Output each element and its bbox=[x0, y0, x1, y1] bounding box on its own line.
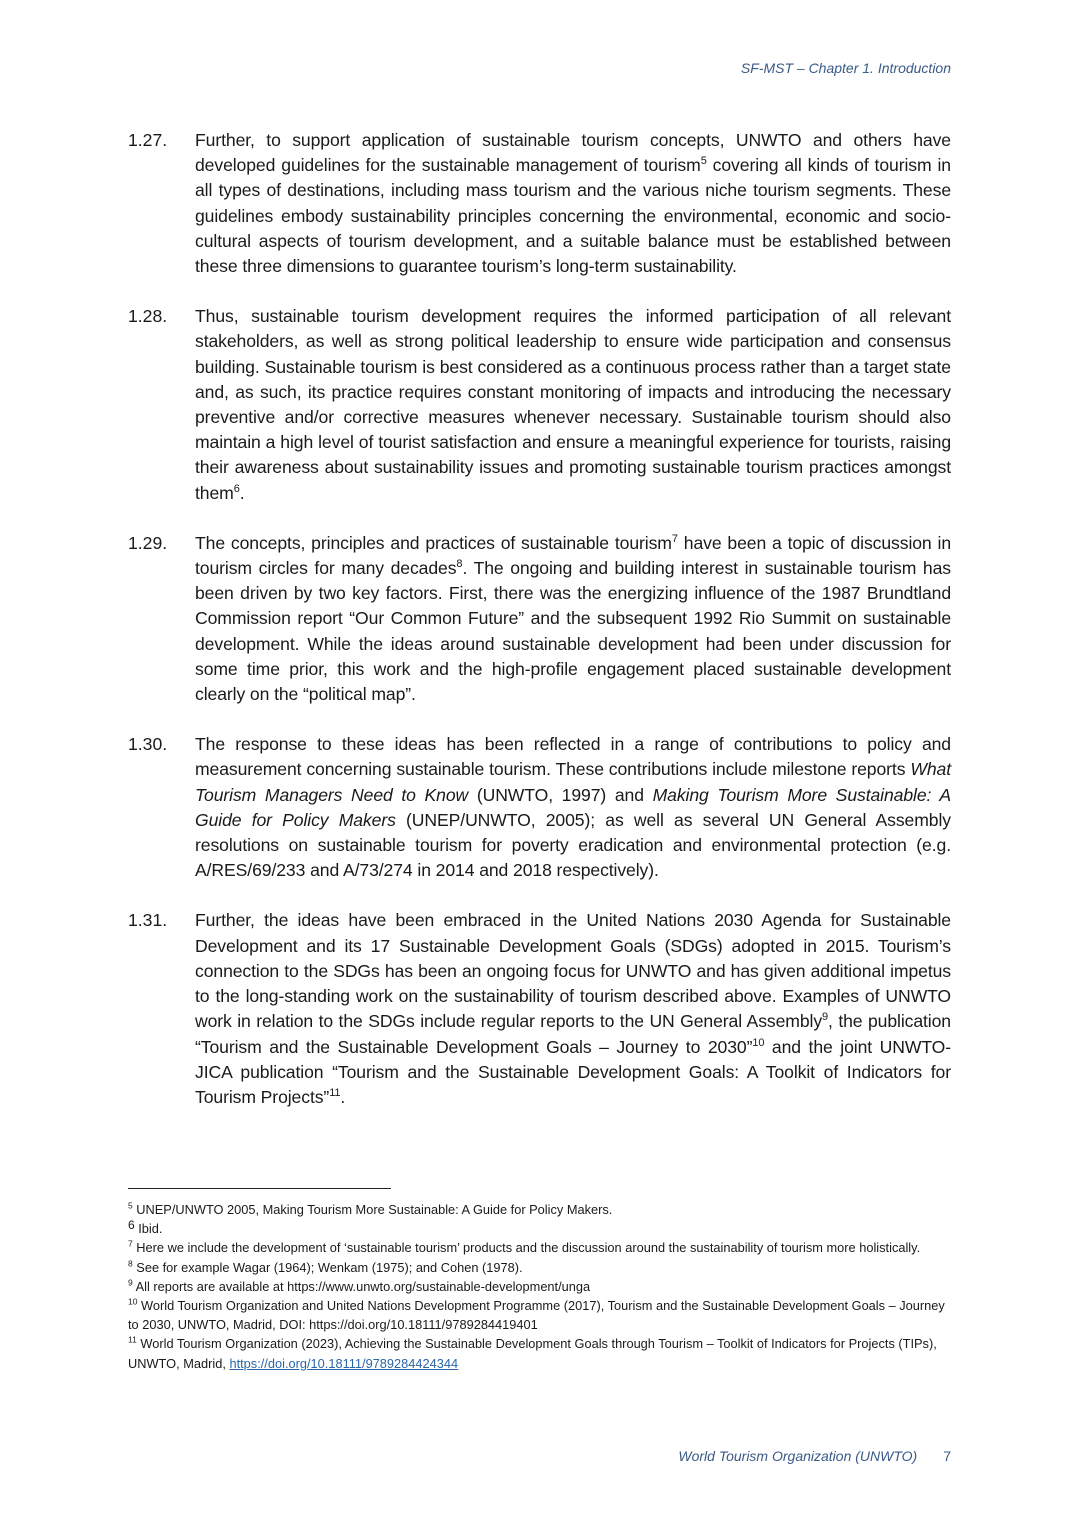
running-footer bbox=[678, 1448, 951, 1464]
footnote-separator bbox=[128, 1188, 391, 1189]
footnote-5 bbox=[128, 1200, 954, 1219]
footnote-text: See for example Wagar (1964); Wenkam (1975); and Cohen (1978). bbox=[132, 1259, 523, 1275]
text-run: (UNWTO, 1997) and bbox=[468, 784, 653, 805]
footnote-9 bbox=[128, 1277, 954, 1296]
footnote-text: World Tourism Organization (2023), Achieving the Sustainable Development Goals through Tourism – Toolkit of Indicators for Projects (TIPs), UNWTO, Madrid, bbox=[128, 1336, 937, 1371]
footnotes bbox=[128, 1200, 954, 1373]
text-run: Thus, sustainable tourism development requires the informed participation of all relevant stakeholders, as well as strong political leadership to ensure wide participation and consensus building. Sustainable tourism is best considered as a continuous process rather than a target state and, as such, its practice requires constant monitoring of impacts and introducing the necessary preventive and/or corrective measures whenever necessary. Sustainable tourism should also maintain a high level of tourist satisfaction and ensure a meaningful experience for tourists, raising their awareness about sustainability issues and promoting sustainable tourism practices amongst them bbox=[195, 306, 951, 503]
numbered-paragraph bbox=[128, 128, 951, 279]
numbered-paragraph bbox=[128, 908, 951, 1110]
text-run: . bbox=[340, 1086, 346, 1107]
paragraph-text bbox=[195, 531, 951, 707]
paragraph-number: 1.31. bbox=[128, 910, 168, 931]
footnote-number: 9 bbox=[128, 1277, 133, 1288]
paragraph-number: 1.28. bbox=[128, 306, 168, 327]
text-run: have been a topic of discussion in tourism circles for many decades bbox=[195, 532, 951, 579]
numbered-paragraph bbox=[128, 304, 951, 506]
footnote-text: Ibid. bbox=[134, 1221, 163, 1237]
text-run: Further, to support application of sustainable tourism concepts, UNWTO and others have developed guidelines for the sustainable management of tourism bbox=[195, 130, 951, 176]
numbered-paragraph bbox=[128, 531, 951, 707]
text-run: The response to these ideas has been reflected in a range of contributions to policy and measurement concerning sustainable tourism. These contributions include milestone reports bbox=[195, 734, 951, 780]
footnote-ref: 5 bbox=[700, 155, 707, 168]
text-run: , the publication “Tourism and the Sustainable Development Goals – Journey to 2030” bbox=[195, 1011, 951, 1057]
page-number: 7 bbox=[943, 1448, 951, 1464]
text-run: The concepts, principles and practices of sustainable tourism bbox=[195, 532, 672, 553]
footnote-ref: 11 bbox=[329, 1087, 341, 1100]
footnote-ref: 6 bbox=[233, 482, 240, 495]
paragraph-number: 1.27. bbox=[128, 130, 168, 150]
text-run: and the joint UNWTO-JICA publication “Tourism and the Sustainable Development Goals: A Toolkit of Indicators for Tourism Projects” bbox=[195, 1036, 951, 1107]
footnote-11 bbox=[128, 1334, 954, 1372]
running-header: SF-MST – Chapter 1. Introduction bbox=[740, 60, 951, 76]
footnote-ref: 9 bbox=[822, 1011, 829, 1024]
doi-link[interactable]: https://doi.org/10.18111/9789284424344 bbox=[229, 1355, 459, 1371]
paragraph-text bbox=[195, 732, 951, 883]
footnote-number: 7 bbox=[128, 1239, 133, 1250]
numbered-paragraph bbox=[128, 732, 951, 883]
footnote-number: 10 bbox=[128, 1296, 138, 1307]
footnote-6 bbox=[128, 1219, 954, 1238]
footnote-number: 5 bbox=[128, 1200, 133, 1211]
footnote-text: Here we include the development of ‘sustainable tourism’ products and the discussion around the sustainability of tourism more holistically. bbox=[132, 1240, 921, 1256]
paragraph-text bbox=[195, 908, 951, 1110]
italic-title: What Tourism Managers Need to Know bbox=[195, 759, 951, 805]
footnote-number: 8 bbox=[128, 1258, 133, 1269]
footnote-8 bbox=[128, 1258, 954, 1277]
footnote-text: All reports are available at https://www.unwto.org/sustainable-development/unga bbox=[132, 1278, 591, 1294]
paragraph-text bbox=[195, 304, 951, 506]
footnote-ref: 7 bbox=[671, 532, 678, 545]
footnote-ref: 8 bbox=[456, 558, 463, 571]
footnote-number: 11 bbox=[128, 1335, 137, 1346]
paragraph-number: 1.30. bbox=[128, 734, 168, 755]
text-run: . bbox=[239, 482, 245, 503]
footer-organization: World Tourism Organization (UNWTO) bbox=[678, 1448, 918, 1464]
paragraph-number: 1.29. bbox=[128, 532, 168, 553]
text-run: Further, the ideas have been embraced in the United Nations 2030 Agenda for Sustainable Development and its 17 Sustainable Development Goals (SDGs) adopted in 2015. Tourism’s connection to the SDGs has been an ongoing focus for UNWTO and has given additional impetus to the long-standing work on the sustainability of tourism described above. Examples of UNWTO work in relation to the SDGs include regular reports to the UN General Assembly bbox=[195, 910, 951, 1032]
text-run: (UNEP/UNWTO, 2005); as well as several UN General Assembly resolutions on sustainable tourism for poverty eradication and environmental protection (e.g. A/RES/69/233 and A/73/274 in 2014 and 2018 respectively). bbox=[195, 809, 951, 881]
text-run: covering all kinds of tourism in all types of destinations, including mass tourism and the various niche tourism segments. These guidelines embody sustainability principles concerning the environmental, economic and socio-cultural aspects of tourism development, and a suitable balance must be established between these three dimensions to guarantee tourism’s long-term sustainability. bbox=[195, 155, 951, 277]
footnote-ref: 10 bbox=[752, 1036, 765, 1049]
footnote-text: UNEP/UNWTO 2005, Making Tourism More Sustainable: A Guide for Policy Makers. bbox=[132, 1202, 613, 1217]
paragraph-text bbox=[195, 128, 951, 279]
body-text bbox=[128, 128, 951, 1135]
footnote-text: World Tourism Organization and United Nations Development Programme (2017), Tourism and the Sustainable Development Goals – Journey to 2030, UNWTO, Madrid, DOI: https://doi.org/10.18111/9789284419401 bbox=[128, 1298, 945, 1333]
text-run: . The ongoing and building interest in sustainable tourism has been driven by two key factors. First, there was the energizing influence of the 1987 Brundtland Commission report “Our Common Future” and the subsequent 1992 Rio Summit on sustainable development. While the ideas around sustainable development had been under discussion for some time prior, this work and the high-profile engagement placed sustainable development clearly on the “political map”. bbox=[195, 558, 951, 705]
italic-title: Making Tourism More Sustainable: A Guide for Policy Makers bbox=[195, 784, 951, 830]
footnote-7 bbox=[128, 1238, 954, 1257]
footnote-number: 6 bbox=[128, 1218, 135, 1233]
footnote-10 bbox=[128, 1296, 954, 1334]
